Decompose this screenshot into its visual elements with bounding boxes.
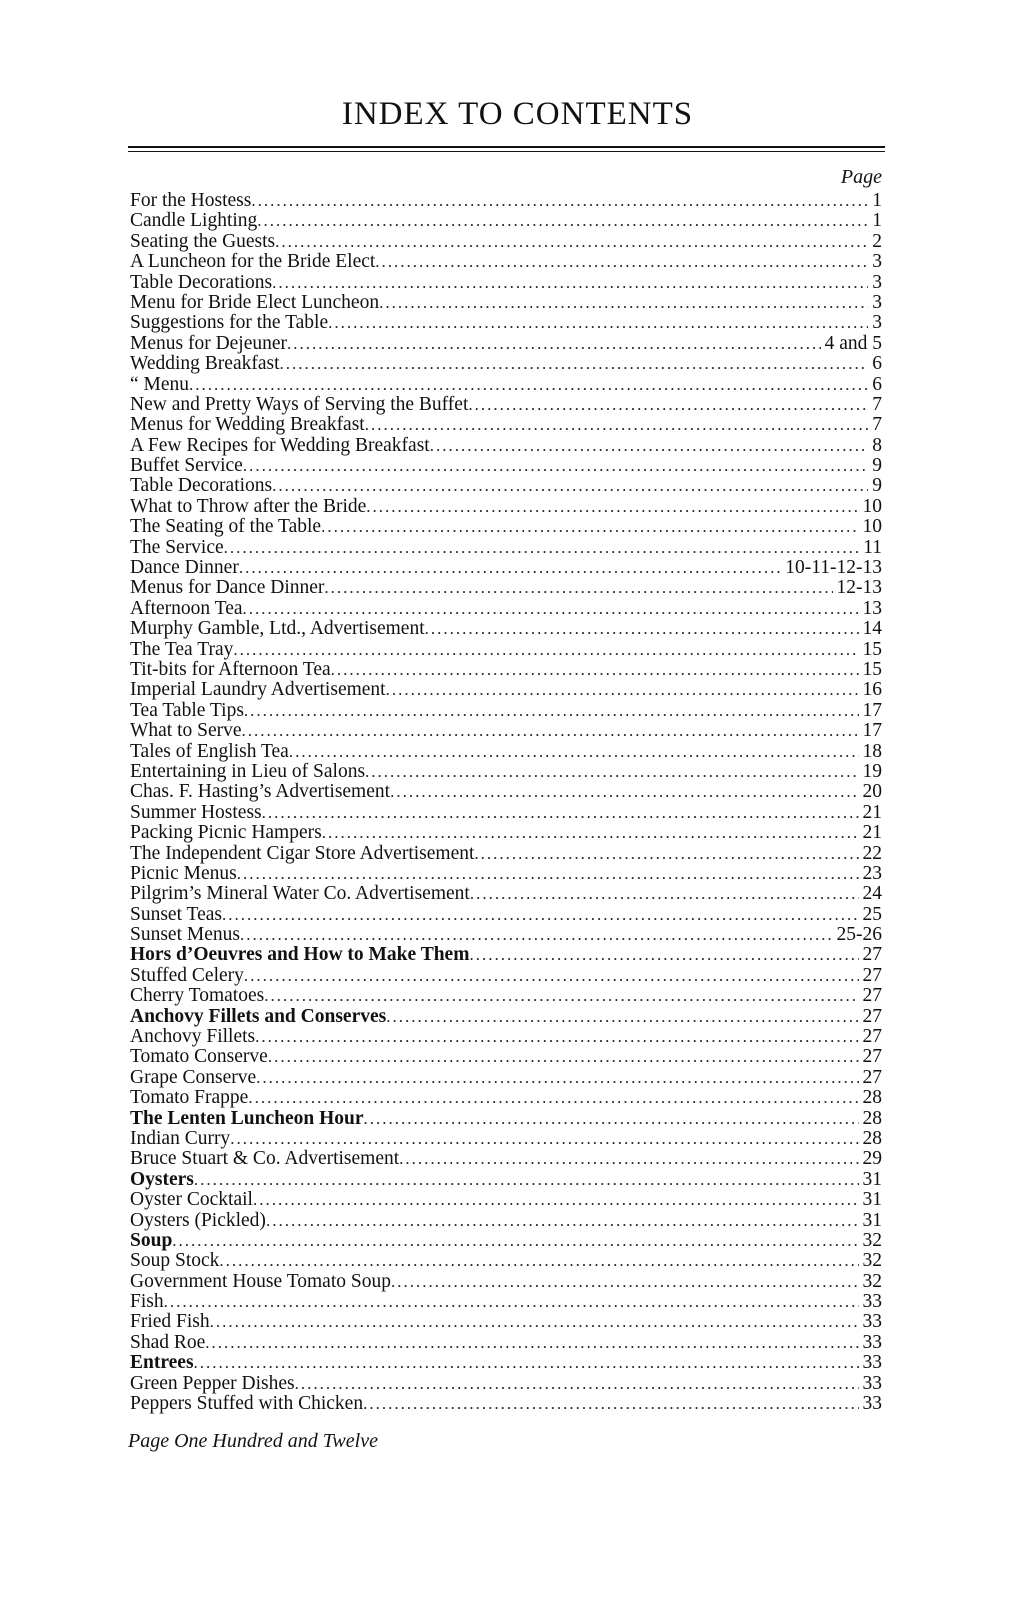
entry-title: Entertaining in Lieu of Salons [130,761,366,782]
entry-title: Indian Curry [130,1128,231,1149]
entry-title: Candle Lighting [130,211,258,232]
entry-title: The Service [130,537,224,558]
entry-page: 13 [862,598,882,619]
dot-leader [239,558,781,578]
entry-page: 27 [862,1027,882,1048]
entry-title: Cherry Tomatoes [130,986,265,1007]
entry-page: 25 [862,904,882,925]
entry-title: Entrees [130,1353,194,1374]
entry-title: Tomato Frappe [130,1088,249,1109]
contents-entry [130,1170,882,1190]
contents-entry [130,986,882,1006]
entry-page: 9 [872,456,882,477]
entry-title: Soup Stock [130,1251,220,1272]
entry-page: 33 [862,1373,882,1394]
entry-page: 10 [862,496,882,517]
entry-page: 31 [862,1210,882,1231]
entry-page: 28 [862,1108,882,1129]
entry-title: Menus for Dejeuner [130,333,288,354]
entry-page: 4 and 5 [824,333,882,354]
contents-entry [130,1211,882,1231]
contents-entry [130,538,882,558]
contents-entry [130,966,882,986]
entry-page: 3 [872,313,882,334]
entry-title: Sunset Menus [130,925,240,946]
dot-leader [172,1231,858,1251]
contents-entry [130,660,882,680]
dot-leader [295,1374,859,1394]
dot-leader [375,252,868,272]
dot-leader [189,375,868,395]
entry-title: Dance Dinner [130,558,239,579]
dot-leader [244,966,859,986]
entry-title: Picnic Menus [130,863,237,884]
dot-leader [237,864,859,884]
dot-leader [219,1251,858,1271]
entry-title: Packing Picnic Hampers [130,823,322,844]
dot-leader [194,1353,859,1373]
dot-leader [379,293,868,313]
dot-leader [386,680,859,700]
dot-leader [240,925,833,945]
contents-entry [130,1353,882,1373]
entry-title: Anchovy Fillets and Conserves [130,1006,387,1027]
page-title: INDEX TO CONTENTS [341,96,694,132]
contents-entry [130,436,882,456]
contents-entry [130,354,882,374]
entry-title: Murphy Gamble, Ltd., Advertisement [130,619,425,640]
entry-page: 3 [872,292,882,313]
entry-page: 6 [872,374,882,395]
entry-page: 2 [872,231,882,252]
dot-leader [469,945,858,965]
contents-entry [130,456,882,476]
dot-leader [264,986,858,1006]
entry-page: 3 [872,272,882,293]
entry-page: 14 [862,619,882,640]
contents-entry [130,1251,882,1271]
contents-entry [130,334,882,354]
entry-page: 23 [862,863,882,884]
entry-title: Wedding Breakfast [130,354,280,375]
dot-leader [248,1088,858,1108]
entry-page: 17 [862,700,882,721]
contents-entry [130,925,882,945]
dot-leader [289,742,859,762]
contents-entry [130,884,882,904]
entry-page: 8 [872,435,882,456]
entry-page: 32 [862,1230,882,1251]
entry-title: Government House Tomato Soup [130,1271,391,1292]
contents-entry [130,1374,882,1394]
contents-entry [130,945,882,965]
entry-title: Tales of English Tea [130,741,289,762]
contents-entry [130,517,882,537]
entry-title: Sunset Teas [130,904,222,925]
entry-page: 27 [862,1067,882,1088]
entry-page: 33 [862,1332,882,1353]
contents-entry [130,680,882,700]
contents-entry [130,1292,882,1312]
dot-leader [399,1149,858,1169]
contents-entry [130,395,882,415]
entry-page: 9 [872,476,882,497]
entry-title: Summer Hostess [130,802,262,823]
entry-title: Tea Table Tips [130,700,244,721]
dot-leader [262,803,859,823]
contents-entry [130,823,882,843]
title-rule-thick [128,146,885,148]
dot-leader [244,701,859,721]
entry-page: 7 [872,394,882,415]
entry-page: 10-11-12-13 [785,558,882,579]
entry-title: Imperial Laundry Advertisement [130,680,386,701]
entry-title: Oyster Cocktail [130,1190,253,1211]
entry-title: Grape Conserve [130,1067,257,1088]
entry-title: Stuffed Celery [130,965,244,986]
dot-leader [266,1211,859,1231]
entry-title: The Lenten Luncheon Hour [130,1108,364,1129]
entry-page: 33 [862,1353,882,1374]
contents-entry [130,1129,882,1149]
contents-entry [130,1088,882,1108]
dot-leader [268,1047,859,1067]
contents-entry [130,844,882,864]
contents-entry [130,578,882,598]
dot-leader [365,762,858,782]
entry-page: 12-13 [836,578,882,599]
dot-leader [243,456,868,476]
entry-title: Bruce Stuart & Co. Advertisement [130,1149,400,1170]
dot-leader [331,660,859,680]
dot-leader [280,354,869,374]
contents-entry [130,640,882,660]
entry-title: Table Decorations [130,272,273,293]
contents-entry [130,1190,882,1210]
entry-page: 31 [862,1169,882,1190]
dot-leader [324,578,832,598]
dot-leader [430,436,869,456]
entry-title: Chas. F. Hasting’s Advertisement [130,782,391,803]
entry-title: New and Pretty Ways of Serving the Buffet [130,394,469,415]
contents-entry [130,1272,882,1292]
entry-title: Buffet Service [130,456,243,477]
entry-page: 28 [862,1088,882,1109]
entry-page: 21 [862,823,882,844]
entry-page: 24 [862,884,882,905]
contents-entry [130,273,882,293]
entry-page: 3 [872,252,882,273]
contents-entry [130,701,882,721]
contents-entry [130,191,882,211]
contents-entry [130,497,882,517]
entry-title: The Independent Cigar Store Advertisement [130,843,475,864]
dot-leader [257,211,868,231]
dot-leader [230,1129,858,1149]
dot-leader [364,1109,859,1129]
entry-page: 27 [862,1047,882,1068]
dot-leader [243,599,859,619]
entry-title: A Luncheon for the Bride Elect [130,252,376,273]
contents-entry [130,864,882,884]
dot-leader [470,884,859,904]
contents-entry [130,252,882,272]
entry-title: Green Pepper Dishes [130,1373,295,1394]
entry-title: The Seating of the Table [130,517,322,538]
entry-title: Fried Fish [130,1312,210,1333]
entry-title: Tit-bits for Afternoon Tea [130,659,331,680]
entry-page: 27 [862,945,882,966]
entry-title: Tomato Conserve [130,1047,268,1068]
contents-entry [130,1394,882,1414]
dot-leader [322,823,859,843]
entry-title: For the Hostess [130,191,252,211]
entry-title: Hors d’Oeuvres and How to Make Them [130,945,470,966]
dot-leader [272,273,868,293]
entry-page: 22 [862,843,882,864]
contents-entry [130,415,882,435]
contents-entry [130,1109,882,1129]
entry-title: Menus for Wedding Breakfast [130,415,365,436]
entry-page: 1 [872,211,882,232]
contents-entry [130,599,882,619]
dot-leader [194,1170,859,1190]
entry-title: Table Decorations [130,476,273,497]
contents-entry [130,1333,882,1353]
dot-leader [222,905,859,925]
contents-entry [130,1149,882,1169]
dot-leader [390,782,858,802]
entry-page: 33 [862,1394,882,1415]
entry-page: 19 [862,761,882,782]
entry-title: Suggestions for the Table [130,313,329,334]
entry-page: 27 [862,1006,882,1027]
entry-title: Menu for Bride Elect Luncheon [130,292,380,313]
entry-page: 20 [862,782,882,803]
entry-title: Shad Roe [130,1332,206,1353]
entry-title: A Few Recipes for Wedding Breakfast [130,435,430,456]
contents-entry [130,375,882,395]
entry-page: 7 [872,415,882,436]
contents-entry [130,558,882,578]
dot-leader [233,640,858,660]
dot-leader [275,232,868,252]
entry-title: Soup [130,1230,173,1251]
entry-title: What to Serve [130,721,242,742]
contents-list [130,191,882,1414]
contents-entry [130,742,882,762]
entry-page: 25-26 [836,925,882,946]
contents-entry [130,762,882,782]
entry-title: Fish [130,1292,164,1313]
dot-leader [365,415,869,435]
entry-page: 15 [862,639,882,660]
entry-title: The Tea Tray [130,639,234,660]
contents-entry [130,476,882,496]
contents-entry [130,721,882,741]
entry-title: What to Throw after the Bride [130,496,367,517]
entry-title: Pilgrim’s Mineral Water Co. Advertisement [130,884,470,905]
dot-leader [391,1272,859,1292]
dot-leader [251,191,868,211]
dot-leader [205,1333,858,1353]
dot-leader [328,313,868,333]
entry-page: 33 [862,1292,882,1313]
entry-title: Oysters (Pickled) [130,1210,266,1231]
dot-leader [164,1292,859,1312]
contents-entry [130,293,882,313]
dot-leader [210,1312,859,1332]
entry-page: 16 [862,680,882,701]
dot-leader [255,1027,858,1047]
contents-entry [130,1068,882,1088]
contents-entry [130,619,882,639]
contents-entry [130,1312,882,1332]
contents-entry [130,313,882,333]
entry-title: Menus for Dance Dinner [130,578,325,599]
entry-page: 18 [862,741,882,762]
entry-page: 1 [872,191,882,211]
dot-leader [425,619,859,639]
dot-leader [256,1068,858,1088]
contents-entry [130,1027,882,1047]
entry-title: Oysters [130,1169,194,1190]
contents-entry [130,1007,882,1027]
entry-page: 32 [862,1271,882,1292]
entry-page: 31 [862,1190,882,1211]
entry-page: 10 [862,517,882,538]
dot-leader [321,517,858,537]
entry-title: Anchovy Fillets [130,1027,256,1048]
dot-leader [224,538,860,558]
contents-entry [130,803,882,823]
contents-entry [130,905,882,925]
dot-leader [386,1007,858,1027]
dot-leader [272,476,868,496]
dot-leader [474,844,858,864]
dot-leader [287,334,821,354]
dot-leader [366,497,858,517]
entry-page: 17 [862,721,882,742]
dot-leader [363,1394,858,1414]
title-rule-thin [128,151,885,152]
entry-page: 21 [862,802,882,823]
entry-page: 32 [862,1251,882,1272]
contents-entry [130,211,882,231]
entry-page: 6 [872,354,882,375]
entry-page: 28 [862,1128,882,1149]
entry-page: 29 [862,1149,882,1170]
contents-entry [130,782,882,802]
entry-page: 27 [862,965,882,986]
entry-page: 33 [862,1312,882,1333]
contents-entry [130,1231,882,1251]
dot-leader [468,395,868,415]
page-column-heading: Page [840,166,882,188]
entry-page: 15 [862,659,882,680]
entry-title: Afternoon Tea [130,598,243,619]
entry-page: 27 [862,986,882,1007]
entry-title: “ Menu [130,374,190,395]
dot-leader [242,721,859,741]
entry-title: Seating the Guests [130,231,276,252]
contents-entry [130,232,882,252]
contents-entry [130,1047,882,1067]
entry-title: Peppers Stuffed with Chicken [130,1394,364,1415]
page-footer: Page One Hundred and Twelve [128,1430,378,1452]
entry-page: 11 [863,537,882,558]
dot-leader [253,1190,859,1210]
